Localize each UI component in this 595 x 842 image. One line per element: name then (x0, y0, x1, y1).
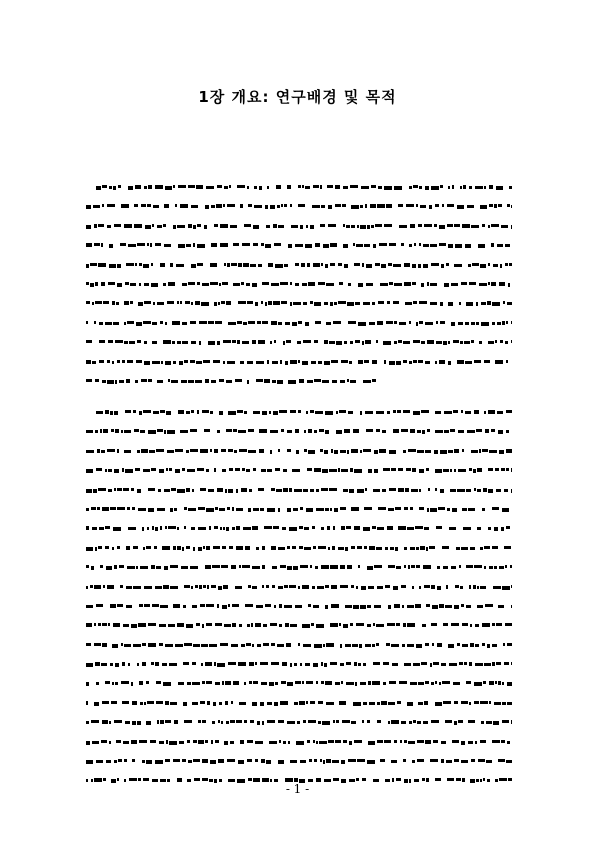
text-line (86, 448, 512, 454)
text-line (86, 719, 512, 725)
text-line (86, 428, 512, 434)
text-line (86, 262, 512, 268)
text-line (86, 584, 512, 590)
text-line (86, 300, 512, 306)
text-line (86, 506, 512, 512)
text-line (86, 359, 512, 365)
text-line (86, 203, 512, 209)
page-number: - 1 - (285, 782, 310, 796)
paragraph-1 (86, 184, 512, 397)
text-line (86, 603, 512, 609)
text-line (86, 223, 512, 229)
text-line (86, 242, 512, 248)
text-line (86, 281, 512, 287)
text-line (86, 184, 512, 190)
text-line (86, 642, 512, 648)
text-line (86, 467, 512, 473)
text-line (86, 378, 512, 384)
text-line (86, 680, 512, 686)
text-line (86, 320, 512, 326)
page-title: 1장 개요: 연구배경 및 목적 (198, 88, 397, 106)
text-line (86, 758, 512, 764)
text-line (86, 409, 512, 415)
text-line (86, 564, 512, 570)
paragraph-2 (86, 409, 512, 797)
text-line (86, 545, 512, 551)
text-line (86, 487, 512, 493)
text-line (86, 661, 512, 667)
text-line (86, 339, 512, 345)
text-line (86, 525, 512, 531)
text-line (86, 739, 512, 745)
text-line (86, 700, 512, 706)
text-line (86, 622, 512, 628)
